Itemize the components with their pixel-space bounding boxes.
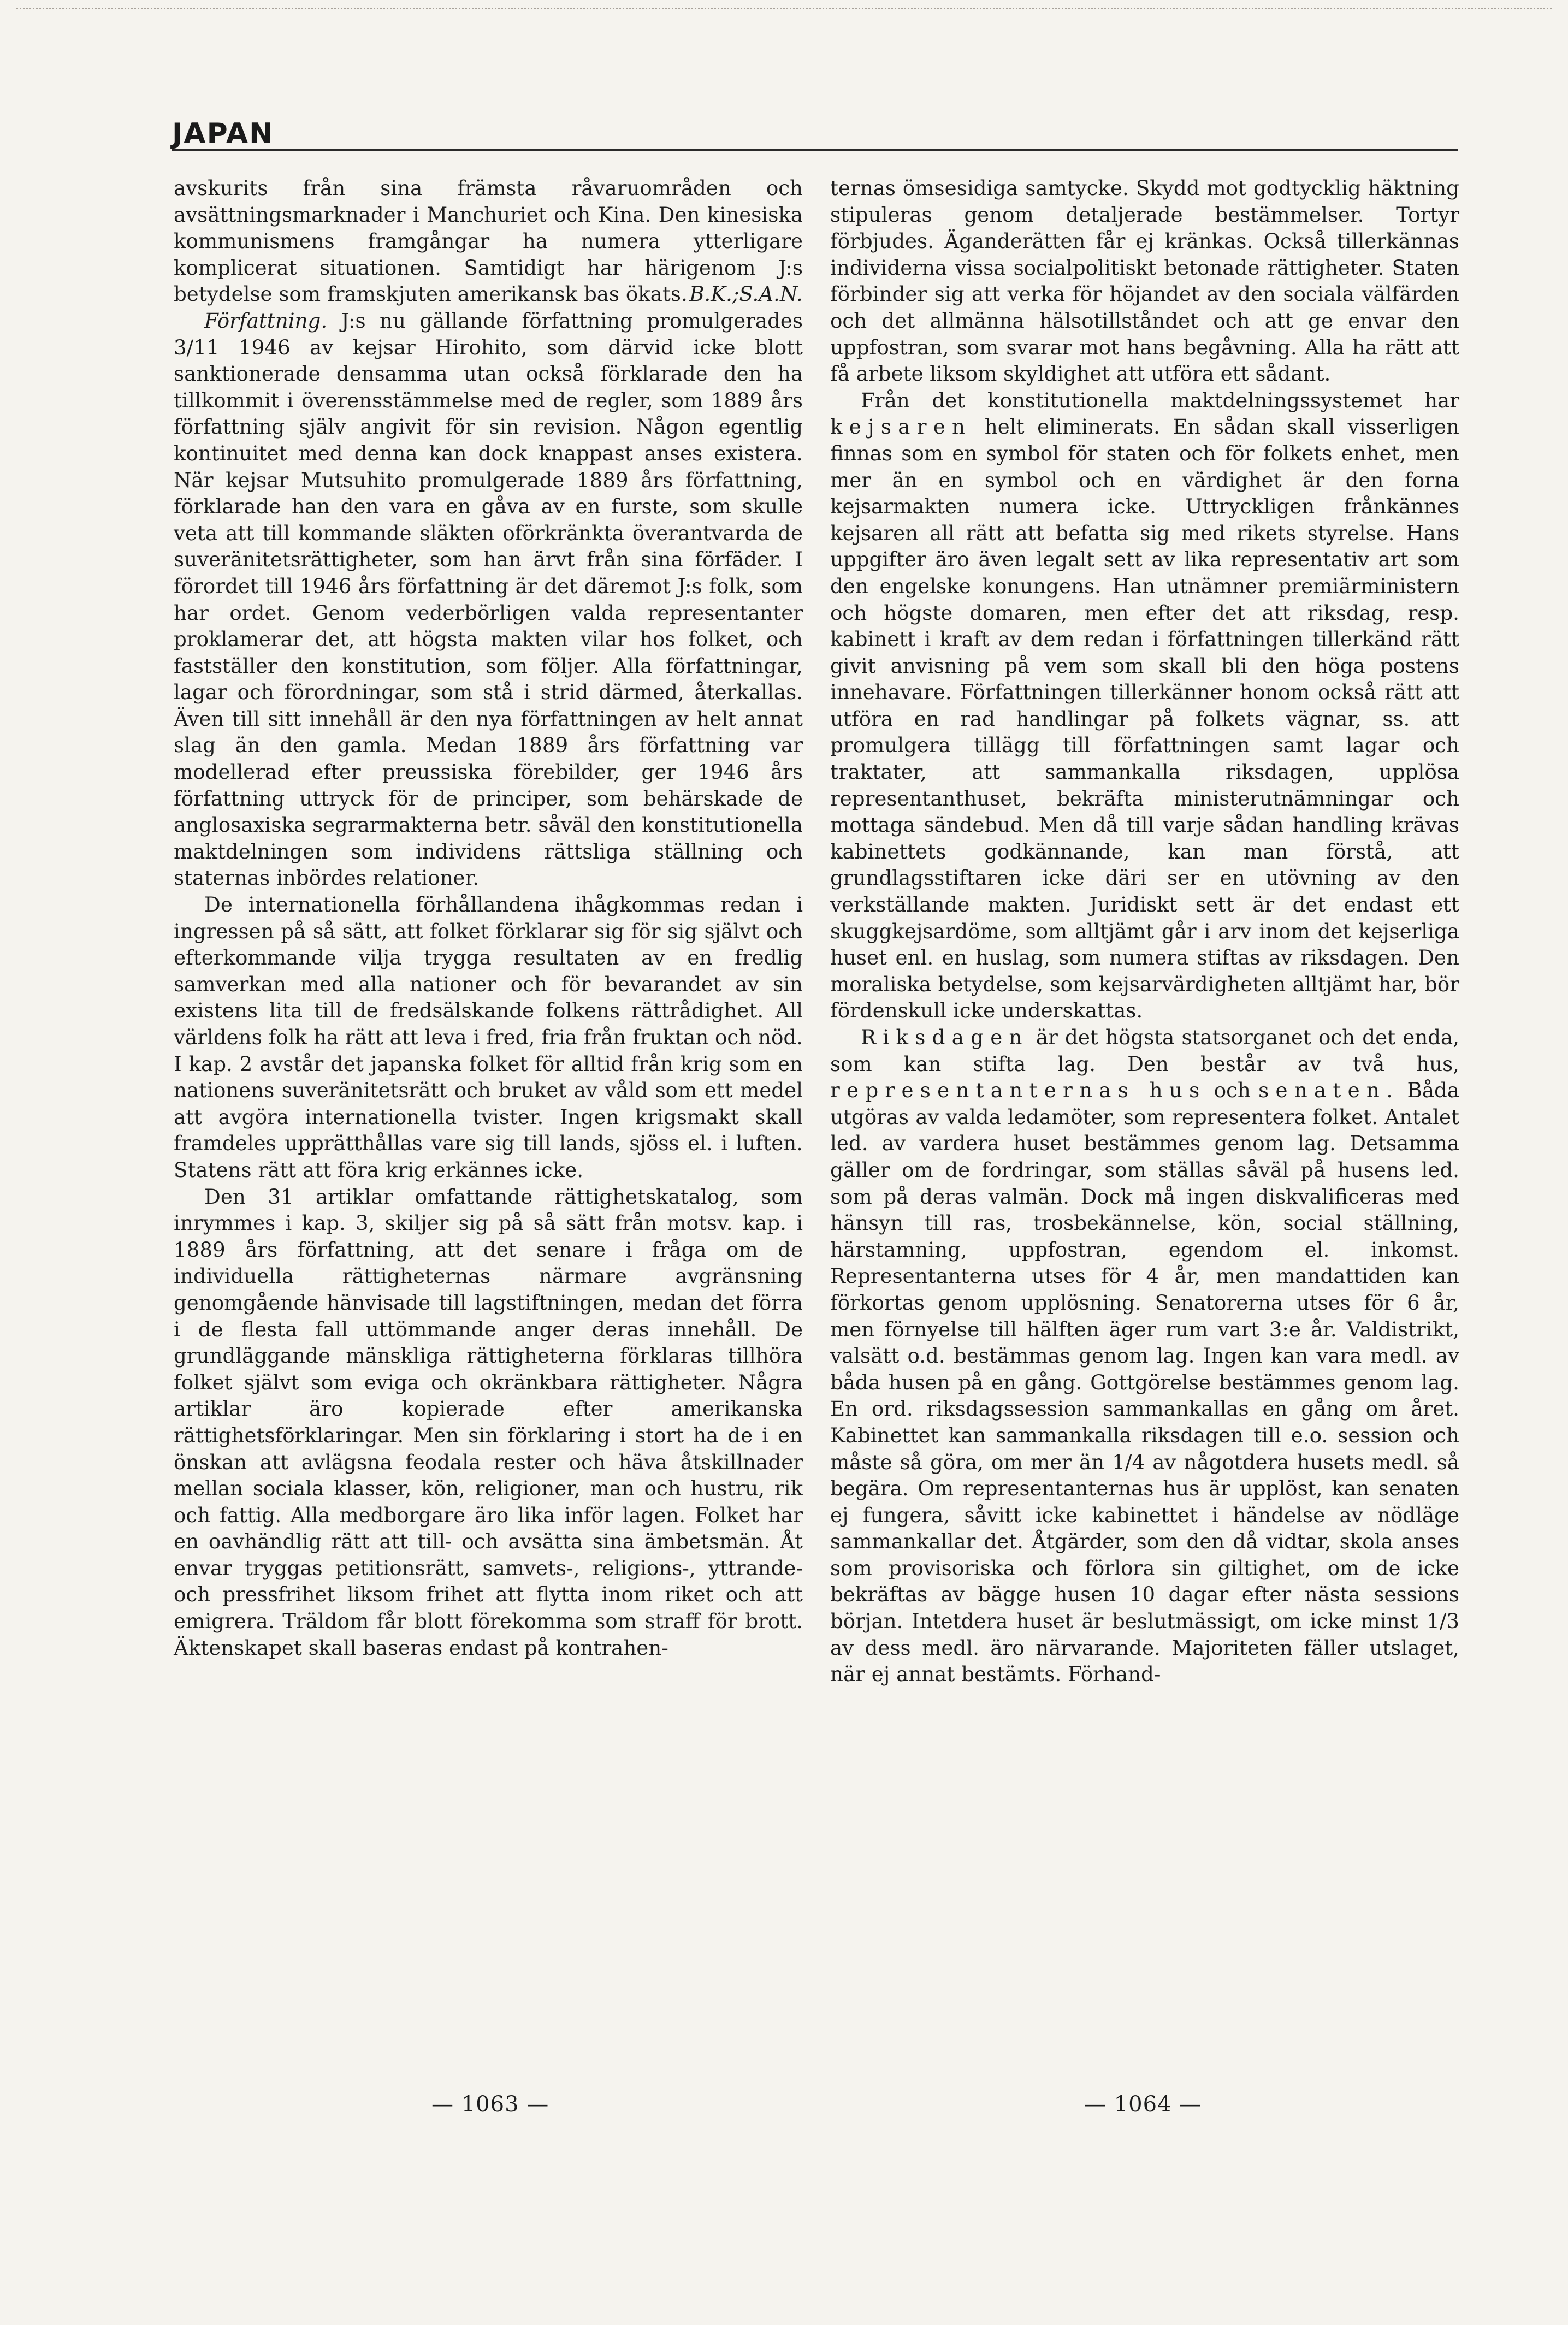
right-column	[830, 175, 1459, 2064]
left-column	[174, 175, 803, 2064]
right-p2-text-b: helt eliminerats. En sådan skall visserligen finnas som en symbol för staten och för folkets enhet, men mer än en symbol och en värdighet är den forna kejsarmakten numera icke. Uttryckligen frånkännes kejsaren all rätt att befatta sig med rikets styrelse. Hans uppgifter äro även legalt sett av lika representativ art som den engelske konungens. Han utnämner premiärministern och högste domaren, men efter det att riksdag, resp. kabinett i kraft av dem redan i författningen tillerkänd rätt givit anvisning på vem som skall bli den höga postens innehavare. Författningen tillerkänner honom också rätt att utföra en rad handlingar på folkets vägnar, ss. att promulgera tillägg till författningen samt lagar och traktater, att sammankalla riksdagen, upplösa representanthuset, bekräfta ministerutnämningar och mottaga sändebud. Men då till varje sådan handling krävas kabinettets godkännande, kan man förstå, att grundlagsstiftaren icke däri ser en utövning av den verkställande makten. Juridiskt sett är det endast ett skuggkejsardöme, som alltjämt går i arv inom det kejserliga huset enl. en huslag, som numera stiftas av riksdagen. Den moraliska betydelse, som kejsarvärdigheten alltjämt har, bör fördenskull icke underskattas.	[830, 415, 1459, 1023]
section-lead-forfattning: Författning.	[204, 308, 328, 333]
author-signature: B.K.;S.A.N.	[689, 282, 803, 306]
spaced-term-representanternas-hus: representanternas hus	[830, 1078, 1206, 1103]
right-p3-text-a: är det högsta statsorganet och det enda, som kan stifta lag. Den består av två hus,	[830, 1025, 1459, 1076]
running-head: JAPAN	[172, 117, 274, 150]
page-number-left: — 1063 —	[431, 2092, 549, 2117]
page-number-right: — 1064 —	[1084, 2092, 1202, 2117]
right-p2-text-a: Från det konstitutionella maktdelningssystemet har	[861, 388, 1459, 412]
right-p3-text-b: och	[1214, 1078, 1251, 1103]
right-p3-text-c: Båda utgöras av valda ledamöter, som representera folket. Antalet led. av vardera huset bestämmes genom lag. Detsamma gäller om de fordringar, som ställas såväl på husens led. som på deras valmän. Dock må ingen diskvalificeras med hänsyn till ras, trosbekännelse, kön, social ställning, härstamning, uppfostran, egendom el. inkomst. Representanterna utses för 4 år, men mandattiden kan förkortas genom upplösning. Senatorerna utses för 6 år, men förnyelse till hälften äger rum vart 3:e år. Valdistrikt, valsätt o.d. bestämmas genom lag. Ingen kan vara medl. av båda husen på en gång. Gottgörelse bestämmes genom lag. En ord. riksdagssession sammankallas en gång om året. Kabinettet kan sammankalla riksdagen till e.o. session och måste så göra, om mer än 1/4 av någotdera husets medl. så begära. Om representanternas hus är upplöst, kan senaten ej fungera, såvitt icke kabinettet i händelse av nödläge sammankallar det. Åtgärder, som den då vidtar, skola anses som provisoriska och förlora sin giltighet, om de icke bekräftas av bägge husen 10 dagar efter nästa sessions början. Intetdera huset är beslutmässigt, om icke minst 1/3 av dess medl. äro närvarande. Majoriteten fäller utslaget, när ej annat bestämts. Förhand-	[830, 1078, 1459, 1687]
right-paragraph-1: ternas ömsesidiga samtycke. Skydd mot godtycklig häktning stipuleras genom detaljerade bestämmelser. Tortyr förbjudes. Äganderätten får ej kränkas. Också tillerkännas individerna vissa socialpolitiskt betonade rättigheter. Staten förbinder sig att verka för höjandet av den sociala välfärden och det allmänna hälsotillståndet och att ge envar den uppfostran, som svarar mot hans begåvning. Alla ha rätt att få arbete liksom skyldighet att utföra ett sådant.	[830, 176, 1459, 386]
page-edge-dots	[16, 8, 1552, 11]
left-paragraph-4: Den 31 artiklar omfattande rättighetskatalog, som inrymmes i kap. 3, skiljer sig på så sätt från motsv. kap. i 1889 års författning, att det senare i fråga om de individuella rättigheternas närmare avgränsning genomgående hänvisade till lagstiftningen, medan det förra i de flesta fall uttömmande anger deras innehåll. De grundläggande mänskliga rättigheterna förklaras tillhöra folket självt som eviga och okränkbara rättigheter. Några artiklar äro kopierade efter amerikanska rättighetsförklaringar. Men sin förklaring i stort ha de i en önskan att avlägsna feodala rester och häva åtskillnader mellan sociala klasser, kön, religioner, man och hustru, rik och fattig. Alla medborgare äro lika inför lagen. Folket har en oavhändlig rätt att till- och avsätta sina ämbetsmän. Åt envar tryggas petitionsrätt, samvets-, religions-, yttrande- och pressfrihet liksom frihet att flytta inom riket och att emigrera. Träldom får blott förekomma som straff för brott. Äktenskapet skall baseras endast på kontrahen-	[174, 1184, 803, 1660]
spaced-term-senaten: senaten.	[1258, 1078, 1400, 1103]
left-p2-text: J:s nu gällande författning promulgerades 3/11 1946 av kejsar Hirohito, som därvid icke blott sanktionerade densamma utan också förklarade den ha tillkommit i överensstämmelse med de regler, som 1889 års författning själv angivit för sin revision. Någon egentlig kontinuitet med denna kan dock knappast anses existera. När kejsar Mutsuhito promulgerade 1889 års författning, förklarade han den vara en gåva av en furste, som skulle veta att till kommande släkten oförkränkta överantvarda de suveränitetsrättigheter, som han ärvt från sina förfäder. I förordet till 1946 års författning är det däremot J:s folk, som har ordet. Genom vederbörligen valda representanter proklamerar det, att högsta makten vilar hos folket, och fastställer den konstitution, som följer. Alla författningar, lagar och förordningar, som stå i strid därmed, återkallas. Även till sitt innehåll är den nya författningen av helt annat slag än den gamla. Medan 1889 års författning var modellerad efter preussiska förebilder, ger 1946 års författning uttryck för de principer, som behärskade de anglosaxiska segrarmakterna betr. såväl den konstitutionella maktdelningen som individens rättsliga ställning och staternas inbördes relationer.	[174, 308, 803, 890]
spaced-term-kejsaren: kejsaren	[830, 415, 972, 439]
left-paragraph-2	[174, 307, 803, 891]
header-rule	[172, 149, 1458, 151]
right-paragraph-2	[830, 387, 1459, 1024]
spaced-term-riksdagen: Riksdagen	[861, 1025, 1029, 1049]
left-paragraph-3: De internationella förhållandena ihågkommas redan i ingressen på så sätt, att folket förklarar sig för sig självt och efterkommande vilja trygga resultaten av en fredlig samverkan med alla nationer och för bevarandet av sin existens lita till de fredsälskande folkens rättrådighet. All världens folk ha rätt att leva i fred, fria från fruktan och nöd. I kap. 2 avstår det japanska folket för alltid från krig som en nationens suveränitetsrätt och bruket av våld som ett medel att avgöra internationella tvister. Ingen krigsmakt skall framdeles upprätthållas vare sig till lands, sjöss el. i luften. Statens rätt att föra krig erkännes icke.	[174, 892, 803, 1182]
left-paragraph-1	[174, 175, 803, 307]
left-p1-text: avskurits från sina främsta råvaruområden och avsättningsmarknader i Manchuriet och Kina. Den kinesiska kommunismens framgångar ha numera ytterligare komplicerat situationen. Samtidigt har härigenom J:s betydelse som framskjuten amerikansk bas ökats.	[174, 176, 803, 306]
right-paragraph-3	[830, 1024, 1459, 1688]
